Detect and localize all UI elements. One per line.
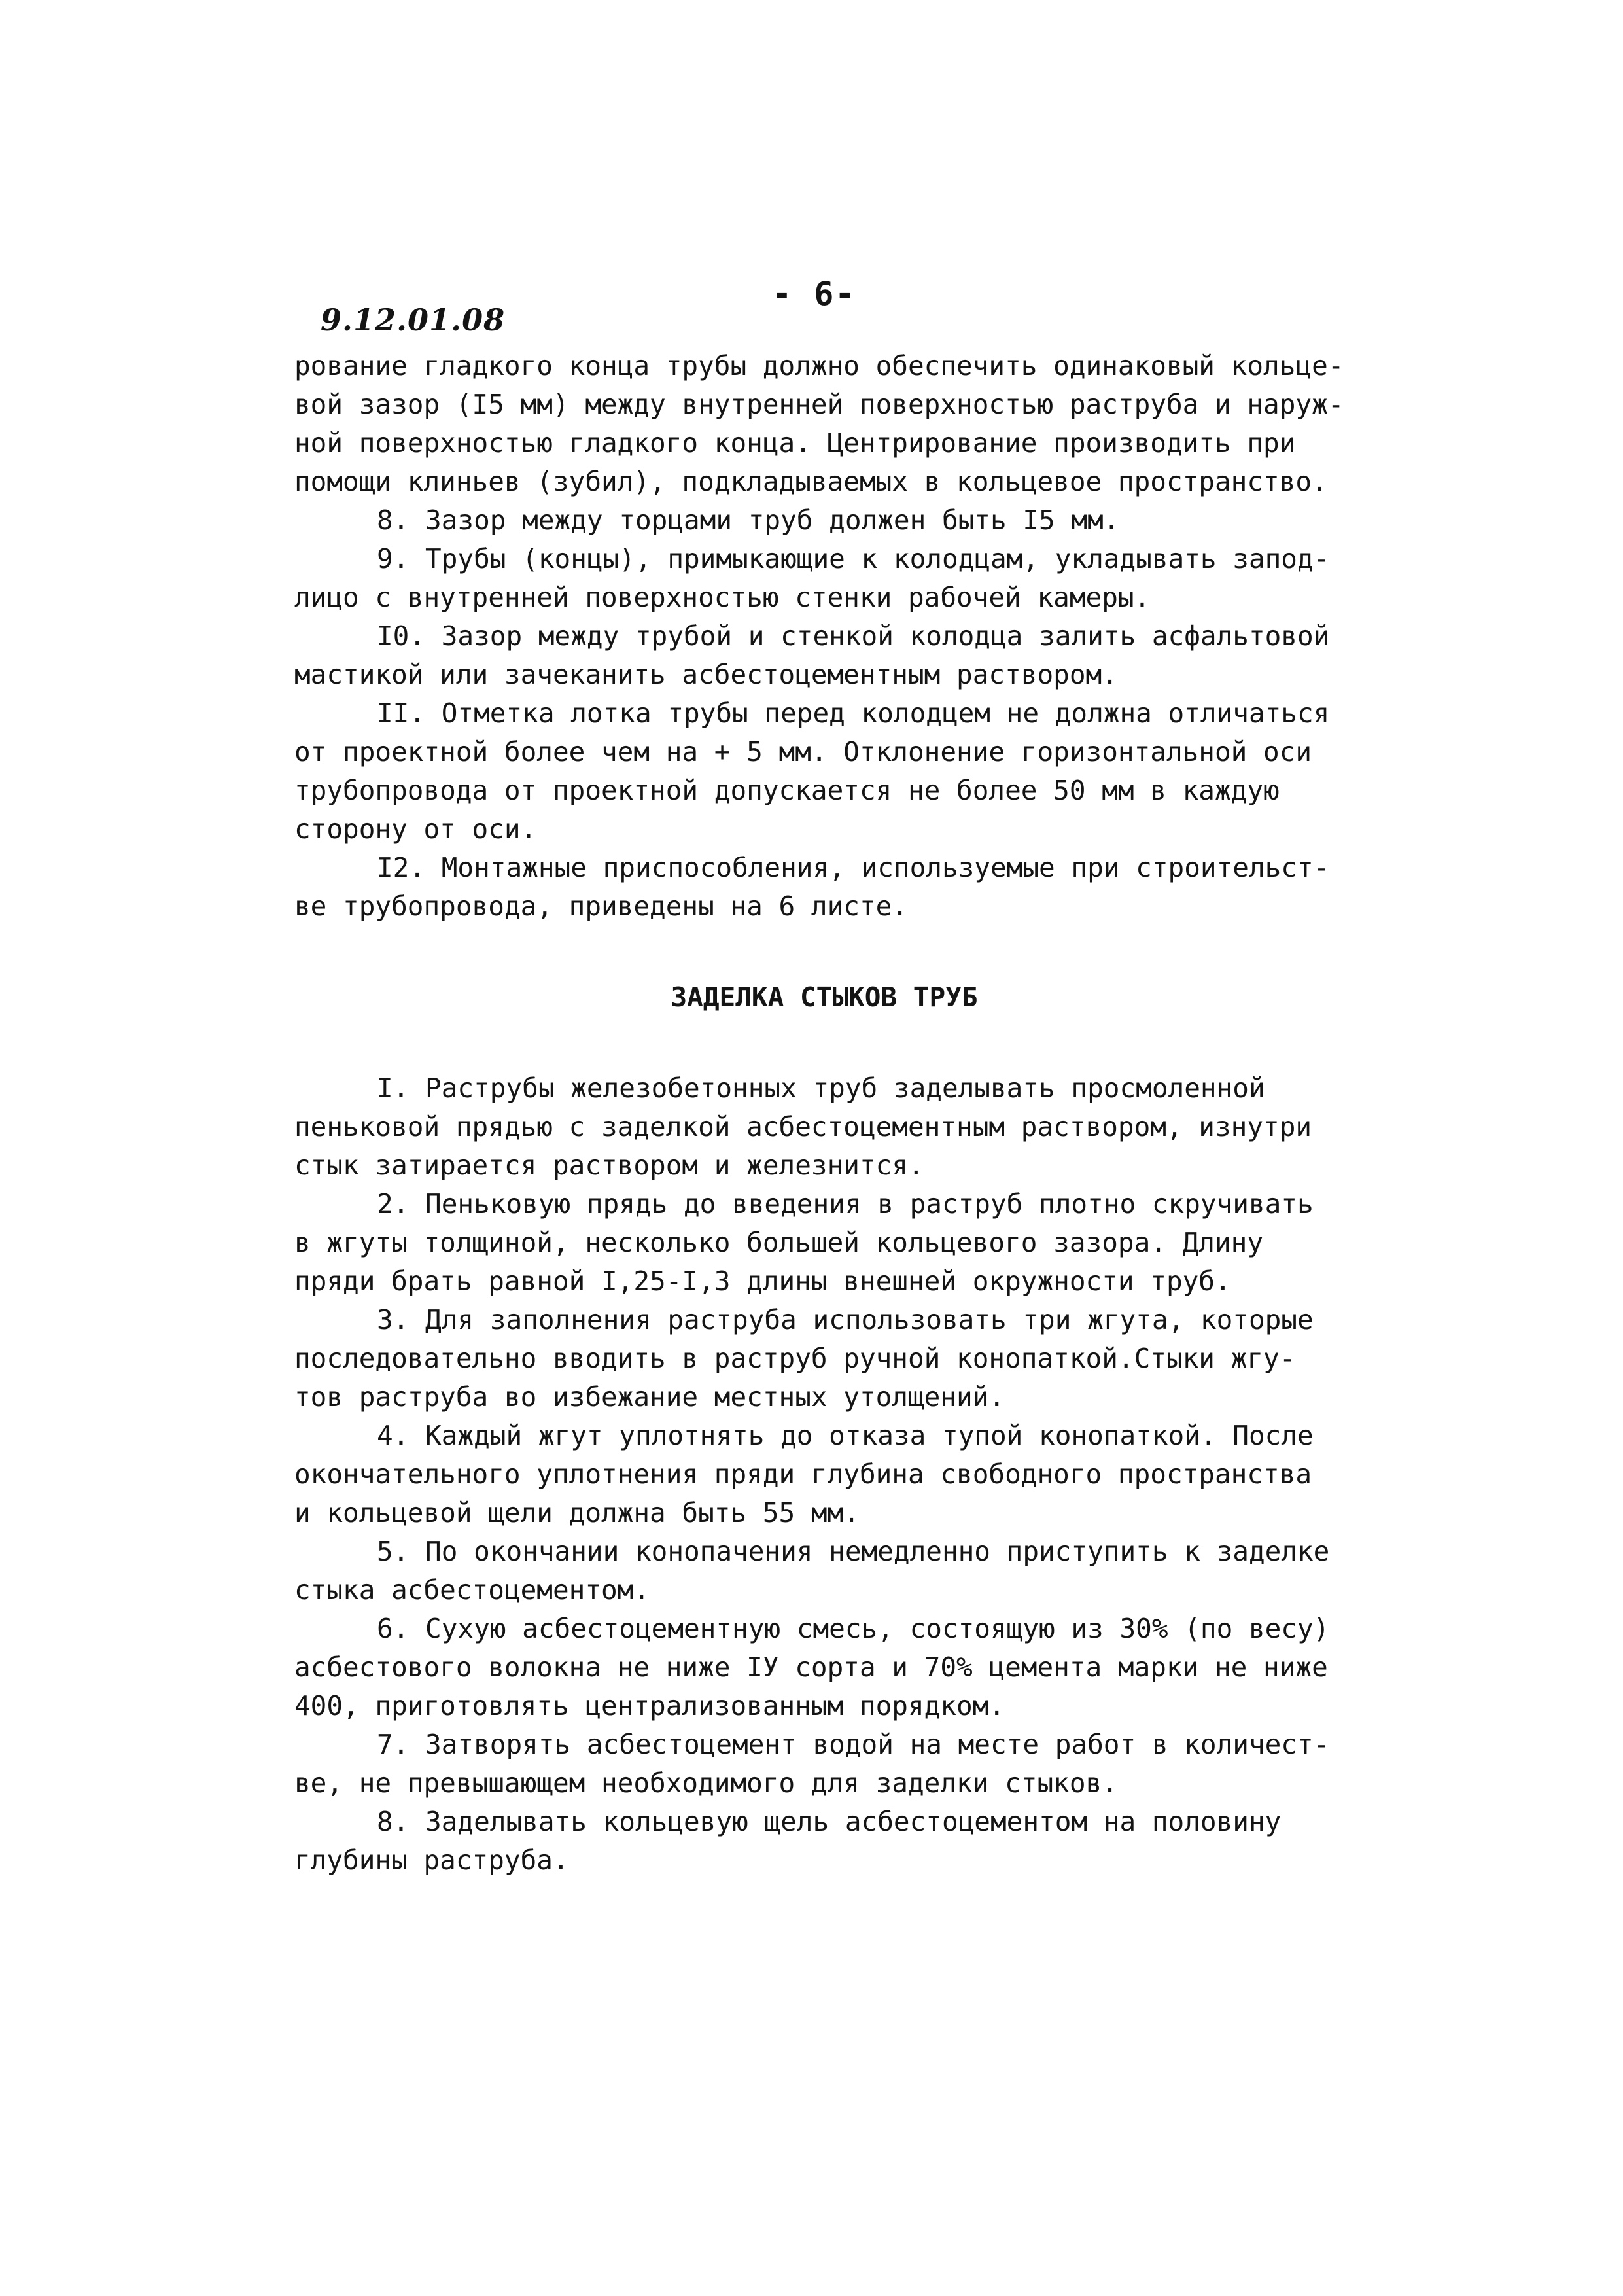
- text-line: 5. По окончании конопачения немедленно приступить к заделке: [377, 1536, 1330, 1567]
- text-line: 400, приготовлять централизованным порядком.: [294, 1690, 1005, 1722]
- document-body: [294, 347, 1354, 1880]
- text-line: 3. Для заполнения раструба использовать три жгута, которые: [377, 1304, 1314, 1335]
- text-line: мастикой или зачеканить асбестоцементным раствором.: [294, 659, 1118, 690]
- paragraph-item-6: [294, 1610, 1354, 1725]
- text-line: глубины раструба.: [294, 1845, 569, 1876]
- text-line: пряди брать равной I,25-I,3 длины внешней окружности труб.: [294, 1265, 1231, 1297]
- text-line: ве трубопровода, приведены на 6 листе.: [294, 891, 908, 922]
- text-line: 7. Затворять асбестоцемент водой на месте работ в количест-: [377, 1729, 1330, 1760]
- section-heading: ЗАДЕЛКА СТЫКОВ ТРУБ: [671, 981, 978, 1013]
- paragraph-item-9: [294, 540, 1354, 617]
- paragraph-item-8b: [294, 1803, 1354, 1880]
- text-line: 2. Пеньковую прядь до введения в раструб плотно скручивать: [377, 1188, 1314, 1220]
- text-line: асбестового волокна не ниже IУ сорта и 70% цемента марки не ниже: [294, 1651, 1328, 1683]
- text-line: 4. Каждый жгут уплотнять до отказа тупой конопаткой. После: [377, 1420, 1314, 1451]
- text-line: лицо с внутренней поверхностью стенки рабочей камеры.: [294, 582, 1151, 613]
- text-line: I2. Монтажные приспособления, используемые при строительст-: [377, 852, 1330, 883]
- paragraph-item-10: [294, 617, 1354, 694]
- paragraph-continuation: [294, 347, 1354, 501]
- text-line: I. Раструбы железобетонных труб заделывать просмоленной: [377, 1072, 1265, 1104]
- text-line: тов раструба во избежание местных утолщений.: [294, 1381, 1005, 1413]
- text-line: 9. Трубы (концы), примыкающие к колодцам, укладывать запод-: [377, 543, 1330, 574]
- text-line: окончательного уплотнения пряди глубина свободного пространства: [294, 1458, 1312, 1490]
- text-line: помощи клиньев (зубил), подкладываемых в кольцевое пространство.: [294, 466, 1328, 497]
- paragraph-item-2: [294, 1185, 1354, 1301]
- text-line: рование гладкого конца трубы должно обеспечить одинаковый кольце-: [294, 350, 1344, 381]
- text-line: трубопровода от проектной допускается не более 50 мм в каждую: [294, 775, 1280, 806]
- text-line: и кольцевой щели должна быть 55 мм.: [294, 1497, 860, 1528]
- text-line: 6. Сухую асбестоцементную смесь, состоящую из 30% (по весу): [377, 1613, 1330, 1644]
- text-line: 8. Заделывать кольцевую щель асбестоцементом на половину: [377, 1806, 1282, 1837]
- paragraph-item-1: [294, 1069, 1354, 1185]
- text-line: 8. Зазор между торцами труб должен быть I5 мм.: [377, 504, 1120, 536]
- text-line: стык затирается раствором и железнится.: [294, 1150, 924, 1181]
- paragraph-item-4: [294, 1417, 1354, 1532]
- text-line: I0. Зазор между трубой и стенкой колодца залить асфальтовой: [377, 620, 1330, 652]
- text-line: пеньковой прядью с заделкой асбестоцементным раствором, изнутри: [294, 1111, 1312, 1142]
- text-line: ве, не превышающем необходимого для заделки стыков.: [294, 1767, 1118, 1799]
- text-line: сторону от оси.: [294, 813, 537, 845]
- text-line: ной поверхностью гладкого конца. Центрирование производить при: [294, 427, 1296, 459]
- paragraph-item-7: [294, 1725, 1354, 1803]
- text-line: II. Отметка лотка трубы перед колодцем не должна отличаться: [377, 698, 1330, 729]
- text-line: стыка асбестоцементом.: [294, 1574, 650, 1606]
- page-number: - 6-: [772, 275, 856, 313]
- text-line: от проектной более чем на + 5 мм. Отклонение горизонтальной оси: [294, 736, 1312, 768]
- paragraph-item-12: [294, 849, 1354, 926]
- text-line: вой зазор (I5 мм) между внутренней поверхностью раструба и наруж-: [294, 389, 1344, 420]
- paragraph-item-8: [294, 501, 1354, 540]
- document-code: 9.12.01.08: [321, 302, 506, 338]
- paragraph-item-5: [294, 1532, 1354, 1610]
- paragraph-item-11: [294, 694, 1354, 849]
- text-line: в жгуты толщиной, несколько большей кольцевого зазора. Длину: [294, 1227, 1264, 1258]
- text-line: последовательно вводить в раструб ручной конопаткой.Стыки жгу-: [294, 1343, 1296, 1374]
- paragraph-item-3: [294, 1301, 1354, 1417]
